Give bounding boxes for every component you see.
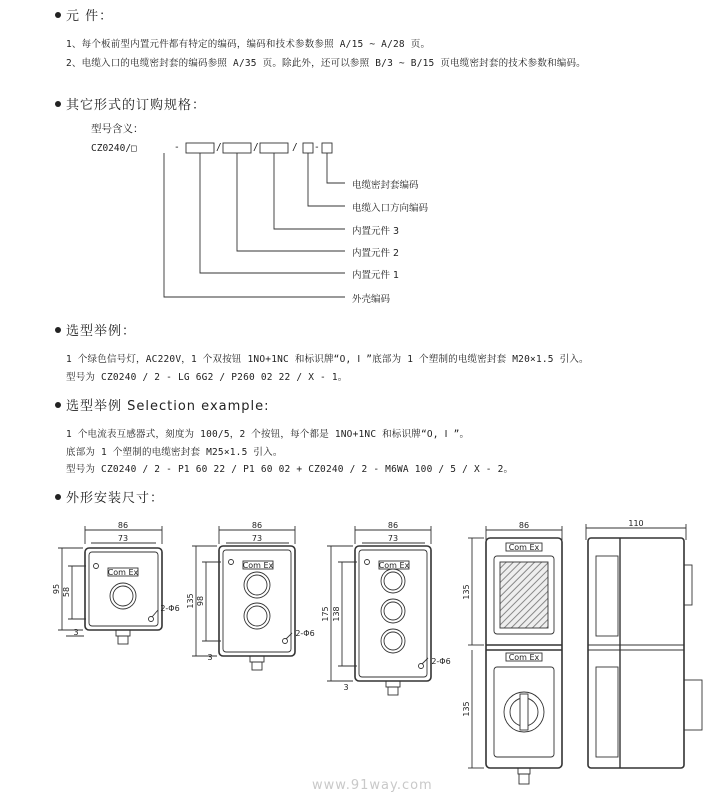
dim-width-86: 86 (387, 521, 399, 530)
dim-width-86: 86 (518, 521, 530, 530)
label-cable-entry-code: 电缆入口方向编码 (352, 203, 429, 214)
dim-width-73: 73 (387, 534, 399, 543)
label-enclosure-code: 外壳编码 (352, 294, 391, 305)
label-component-2: 内置元件 2 (352, 248, 400, 259)
brand-label: Com Ex (107, 568, 139, 577)
enclosure-3 (327, 526, 431, 695)
dim-height-175: 175 (321, 606, 330, 622)
hole-spec: 2-Φ6 (295, 629, 315, 638)
dim-width-73: 73 (117, 534, 129, 543)
dim-height-135: 135 (462, 701, 471, 717)
enclosure-1 (58, 526, 162, 644)
sep-slash: / (292, 142, 298, 153)
dim-height-58: 58 (62, 586, 71, 598)
sep-slash: / (253, 142, 259, 153)
components-line-2: 2、电缆入口的电缆密封套的编码参照 A/35 页。除此外，还可以参照 B/3 ~ B/15 页电缆密封套的技术参数和编码。 (66, 58, 586, 69)
heading-example-2: 选型举例 Selection example: (66, 399, 270, 414)
components-line-1: 1、每个板前型内置元件都有特定的编码，编码和技术参数参照 A/15 ~ A/28 页。 (66, 39, 431, 50)
dim-height-95: 95 (52, 583, 61, 595)
enclosure-2 (192, 526, 295, 670)
example-1-line-1: 1 个绿色信号灯，AC220V，1 个双按钮 1NO+1NC 和标识牌“O, Ⅰ ”底部为 1 个塑制的电缆密封套 M20×1.5 引入。 (66, 354, 589, 365)
enclosure-4-side (560, 524, 702, 768)
dim-width-110: 110 (628, 519, 644, 528)
example-2-line-2: 底部为 1 个塑制的电缆密封套 M25×1.5 引入。 (66, 447, 283, 458)
sep-slash: / (216, 142, 222, 153)
brand-label: Com Ex (242, 561, 274, 570)
dim-offset-3: 3 (343, 683, 349, 692)
brand-label: Com Ex (378, 561, 410, 570)
dim-height-135: 135 (462, 584, 471, 600)
dim-width-73: 73 (251, 534, 263, 543)
heading-ordering: 其它形式的订购规格： (66, 98, 207, 113)
dim-height-98: 98 (196, 595, 205, 607)
brand-label: Com Ex (508, 543, 540, 552)
heading-components: 元 件： (66, 9, 114, 24)
brand-label: Com Ex (508, 653, 540, 662)
sep-dash: - (314, 142, 320, 153)
heading-example-1: 选型举例： (66, 324, 137, 339)
dim-height-138: 138 (332, 606, 341, 622)
example-2-line-1: 1 个电流表互感器式，刻度为 100/5，2 个按钮，每个都是 1NO+1NC 和标识牌“O, Ⅰ ”。 (66, 429, 470, 440)
label-component-3: 内置元件 3 (352, 226, 400, 237)
sep-dash: - (174, 142, 180, 153)
model-prefix: CZ0240/□ (91, 143, 137, 154)
hole-spec: 2-Φ6 (431, 657, 451, 666)
example-1-line-2: 型号为 CZ0240 / 2 - LG 6G2 / P260 02 22 / X - 1。 (66, 372, 348, 383)
example-2-line-3: 型号为 CZ0240 / 2 - P1 60 22 / P1 60 02 + CZ0240 / 2 - M6WA 100 / 5 / X - 2。 (66, 464, 514, 475)
label-component-1: 内置元件 1 (352, 270, 400, 281)
watermark: www.91way.com (312, 778, 433, 793)
dim-width-86: 86 (251, 521, 263, 530)
dim-height-135: 135 (186, 593, 195, 609)
hole-spec: 2-Φ6 (160, 604, 180, 613)
dim-offset-3: 3 (207, 653, 213, 662)
heading-dimensions: 外形安装尺寸： (66, 491, 165, 506)
dim-offset-3: 3 (73, 628, 79, 637)
label-cable-gland-code: 电缆密封套编码 (352, 180, 419, 191)
dim-width-86: 86 (117, 521, 129, 530)
model-meaning-label: 型号含义： (91, 123, 144, 135)
